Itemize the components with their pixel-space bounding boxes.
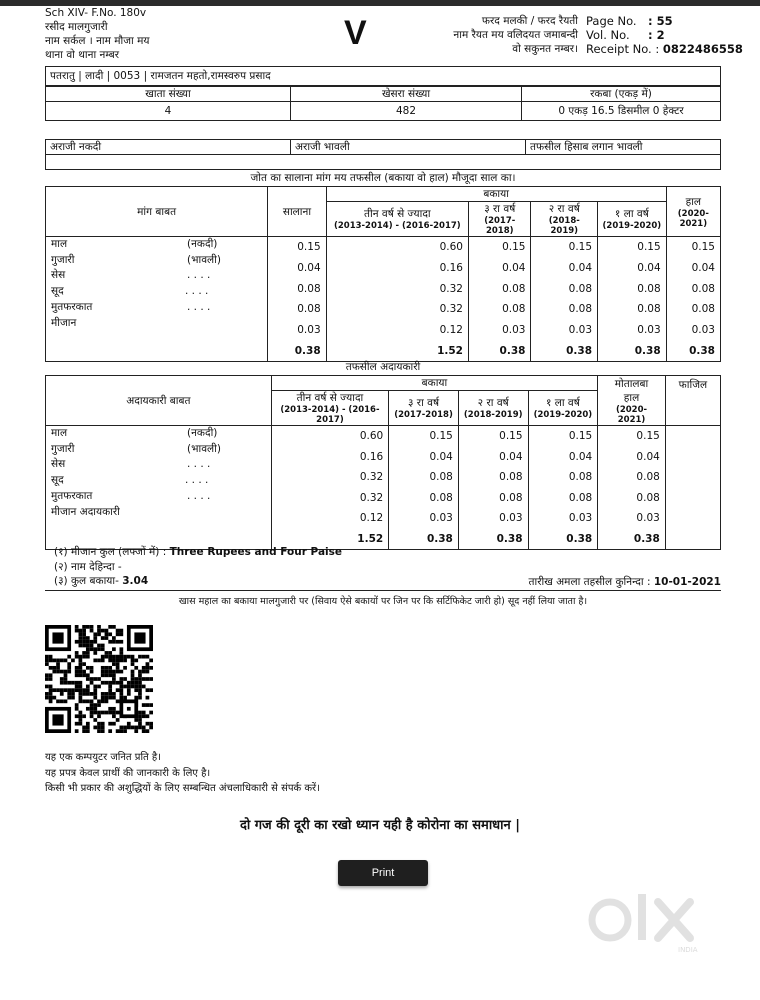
sub-col-year: (2013-2014) - (2016-2017): [280, 405, 380, 425]
receipt-type: रसीद मालगुजारी: [45, 21, 108, 33]
payment-cell: 0.08: [598, 488, 666, 509]
payment-cell: 0.08: [528, 488, 598, 509]
header-mid: [420, 14, 578, 56]
covid-slogan: दो गज की दूरी का रखो ध्यान यही है कोरोना का समाधान |: [239, 818, 521, 833]
demand-cell: 0.04: [469, 258, 531, 279]
demand-cell: 0.04: [598, 258, 667, 279]
payment-cell: 0.04: [458, 447, 528, 468]
header-left: [45, 6, 149, 62]
sub-col-label: २ रा वर्ष: [548, 203, 580, 215]
address-table: [45, 66, 721, 86]
row-label-mal: माल: [51, 427, 68, 439]
bakaya-header: बकाया: [326, 187, 666, 202]
row-dots: . . . .: [187, 300, 211, 313]
sub-col-year: (2013-2014) - (2016-2017): [333, 221, 461, 231]
pay-sub-col-1st: [528, 391, 598, 426]
land-table: [45, 86, 721, 121]
sub-col-label: तीन वर्ष से ज्यादा: [296, 392, 364, 404]
demand-cell: 0.15: [469, 237, 531, 258]
demand-cell: 0.16: [326, 258, 468, 279]
row-label-mutfarkat: मुतफरकात: [51, 489, 93, 502]
demand-cell: 0.32: [326, 278, 468, 299]
demand-cell: 0.60: [326, 237, 468, 258]
row-dots: . . . .: [185, 474, 209, 487]
total-in-words-label: (१) मीजान कुल (लफ्जों में) :: [54, 546, 167, 558]
summary-divider: [45, 590, 721, 591]
demand-row-labels: [46, 237, 268, 362]
demand-cell: 0.15: [666, 237, 720, 258]
arazi-table: [45, 139, 721, 170]
demand-cell: 0.08: [598, 299, 667, 320]
row-dots: . . . .: [187, 489, 211, 502]
row-label-mijan: मीजान: [51, 316, 77, 329]
demand-cell: 0.03: [531, 320, 598, 341]
thana-label: थाना वो थाना नम्बर: [45, 49, 120, 61]
sub-col-1st: [598, 202, 667, 237]
date-label: तारीख अमला तहसील कुनिन्दा :: [528, 576, 651, 588]
demand-cell: 0.04: [666, 258, 720, 279]
demand-cell: 0.08: [531, 278, 598, 299]
payment-row-labels: [46, 426, 272, 550]
payment-bakaya-header: बकाया: [271, 376, 598, 391]
payment-cell: 0.15: [389, 426, 459, 447]
demand-total: 0.38: [598, 340, 667, 361]
row-label-gujari: गुजारी: [51, 442, 75, 455]
sub-col-year: (2017-2018): [484, 216, 516, 236]
payment-cell: 0.15: [528, 426, 598, 447]
header-right: [586, 14, 743, 56]
payment-cell: 0.08: [389, 467, 459, 488]
payment-cell: 0.04: [528, 447, 598, 468]
qr-code-icon: [45, 625, 153, 733]
sakunat-label: वो सकुनत नम्बर।: [512, 43, 578, 55]
payment-total: 0.38: [598, 529, 666, 550]
payment-table: [45, 375, 721, 550]
demand-cell: 0.08: [268, 278, 326, 299]
motalba-label: मोतालबा: [614, 377, 649, 390]
sub-col-year: (2018-2019): [463, 410, 523, 420]
vol-value: : 2: [648, 28, 665, 42]
demand-cell: 0.32: [326, 299, 468, 320]
sub-col-2nd: [531, 202, 598, 237]
row-label-ses: सेस: [51, 269, 66, 282]
row-label-bhavli: (भावली): [187, 442, 221, 455]
motalba-year: (2020-2021): [615, 404, 648, 425]
footer-notes: [45, 750, 320, 797]
payment-total: 1.52: [271, 529, 389, 550]
arazi-bhavli: अराजी भावली: [291, 140, 526, 155]
demand-total: 0.38: [666, 340, 720, 361]
row-dots: . . . .: [187, 458, 211, 471]
payment-cell: 0.03: [389, 508, 459, 529]
demand-total: 0.38: [531, 340, 598, 361]
payment-cell: 0.08: [458, 488, 528, 509]
adaykari-header: अदायकारी बाबत: [46, 376, 272, 426]
olx-watermark-icon: [586, 886, 726, 956]
demand-cell: 0.12: [326, 320, 468, 341]
total-dues-value: 3.04: [122, 575, 149, 587]
demand-cell: 0.03: [268, 320, 326, 341]
payment-cell: 0.32: [271, 488, 389, 509]
demand-total: 0.38: [469, 340, 531, 361]
row-label-ses: सेस: [51, 458, 66, 471]
khesra-header: खेसरा संख्या: [291, 87, 522, 102]
page-value: : 55: [648, 14, 673, 28]
interest-notice: खास महाल का बकाया मालगुजारी पर (सिवाय ऐसे बकायों पर जिन पर कि सर्टिफिकेट जारी हो) सूद नहीं लिया जाता है।: [178, 596, 588, 607]
demand-cell: 0.08: [666, 299, 720, 320]
payment-cell: 0.08: [598, 467, 666, 488]
pay-sub-col-2nd: [458, 391, 528, 426]
date-value: 10-01-2021: [653, 576, 721, 588]
payment-cell: 0.60: [271, 426, 389, 447]
payment-title: तफसील अदायकारी: [345, 361, 421, 373]
summary-block: [54, 545, 342, 589]
demand-cell: 0.04: [531, 258, 598, 279]
payment-cell: 0.08: [389, 488, 459, 509]
payment-cell: 0.15: [598, 426, 666, 447]
khata-value: 4: [46, 102, 291, 121]
vol-label: Vol. No.: [586, 28, 630, 42]
row-label-nakdi: (नकदी): [187, 238, 218, 250]
mang-header: मांग बाबत: [46, 187, 268, 237]
sub-col-year: (2019-2020): [533, 410, 593, 420]
watermark-sub: INDIA: [678, 946, 698, 954]
row-label-sood: सूद: [51, 285, 64, 298]
demand-cell: 0.15: [598, 237, 667, 258]
total-dues-label: (३) कुल बकाया-: [54, 575, 119, 587]
payment-cell: 0.08: [458, 467, 528, 488]
sub-col-label: २ रा वर्ष: [477, 397, 509, 409]
demand-cell: 0.03: [666, 320, 720, 341]
sub-col-label: ३ रा वर्ष: [484, 203, 516, 215]
arazi-blank-row: [46, 155, 721, 170]
payment-cell: 0.08: [528, 467, 598, 488]
row-label-mijan-adaykari: मीजान अदायकारी: [51, 505, 120, 518]
demand-cell: 0.03: [469, 320, 531, 341]
row-label-mal: माल: [51, 238, 68, 250]
row-label-gujari: गुजारी: [51, 253, 75, 266]
rakba-header: रकबा (एकड़ में): [522, 87, 721, 102]
sub-col-year: (2017-2018): [394, 410, 453, 420]
receipt-value: 0822486558: [662, 42, 743, 56]
row-label-sood: सूद: [51, 474, 64, 487]
row-dots: . . . .: [185, 285, 209, 298]
payment-cell: 0.03: [528, 508, 598, 529]
sub-col-label: ३ रा वर्ष: [408, 397, 440, 409]
tafsil-hisab: तफसील हिसाब लगान भावली: [526, 140, 721, 155]
hal-header: [666, 187, 720, 237]
hal-year: (2020-2021): [677, 208, 709, 229]
demand-cell: 0.08: [531, 299, 598, 320]
row-dots: . . . .: [187, 269, 211, 282]
demand-cell: 0.08: [268, 299, 326, 320]
payment-cell: 0.04: [389, 447, 459, 468]
payment-cell: 0.04: [598, 447, 666, 468]
pay-sub-col-3rd: [389, 391, 459, 426]
info-only-note: यह प्रपत्र केवल प्राथीं की जानकारी के लिए है।: [45, 767, 211, 779]
form-letter: V: [344, 14, 367, 52]
demand-cell: 0.04: [268, 258, 326, 279]
fazil-column: [665, 426, 720, 550]
motalba-hal: हाल: [623, 391, 640, 404]
receipt-label: Receipt No. :: [586, 42, 660, 56]
contact-note: किसी भी प्रकार की अशुद्धियों के लिए सम्बन्धित अंचलाधिकारी से संपर्क करें।: [45, 783, 320, 794]
date-block: [529, 575, 722, 589]
sub-col-3plus: [326, 202, 468, 237]
rakba-value: 0 एकड़ 16.5 डिसमील 0 हेक्टर: [522, 102, 721, 121]
payment-cell: 0.03: [458, 508, 528, 529]
payment-cell: 0.03: [598, 508, 666, 529]
demand-cell: 0.08: [666, 278, 720, 299]
sub-col-year: (2019-2020): [602, 221, 662, 231]
demand-total: 1.52: [326, 340, 468, 361]
arazi-nakdi: अराजी नकदी: [46, 140, 291, 155]
schedule-number: Sch XIV- F.No. 180v: [45, 7, 147, 19]
payment-total: 0.38: [458, 529, 528, 550]
demand-cell: 0.08: [598, 278, 667, 299]
salana-header: सालाना: [268, 187, 326, 237]
address-line: पतरातु | लादी | 0053 | रामजतन महतो,रामस्वरुप प्रसाद: [46, 67, 721, 86]
sub-col-label: तीन वर्ष से ज्यादा: [363, 208, 431, 220]
fazil-header: फाजिल: [665, 376, 720, 426]
sub-col-3rd: [469, 202, 531, 237]
demand-cell: 0.03: [598, 320, 667, 341]
row-label-nakdi: (नकदी): [187, 427, 218, 439]
computer-generated-note: यह एक कम्पयुटर जनित प्रति है।: [45, 752, 162, 763]
payment-cell: 0.12: [271, 508, 389, 529]
hal-label: हाल: [685, 195, 702, 208]
demand-cell: 0.15: [531, 237, 598, 258]
demand-table: [45, 186, 721, 362]
sub-col-label: १ ला वर्ष: [545, 397, 580, 409]
demand-cell: 0.15: [268, 237, 326, 258]
farad-label: फरद मलकी / फरद रैयती: [481, 15, 578, 27]
pay-sub-col-3plus: [271, 391, 389, 426]
demand-title: जोत का सालाना मांग मय तफसील (बकाया वो हाल) मौजूदा साल का।: [250, 172, 516, 184]
total-in-words-value: Three Rupees and Four Paise: [169, 546, 343, 558]
circle-label: नाम सर्कल । नाम मौजा मय: [45, 35, 150, 47]
motalba-header: [598, 376, 666, 426]
row-label-bhavli: (भावली): [187, 253, 221, 266]
sub-col-year: (2018-2019): [548, 216, 580, 236]
raiyat-label: नाम रैयत मय वलिदयत जमाबन्दी: [453, 29, 578, 41]
payment-total: 0.38: [528, 529, 598, 550]
payment-total: 0.38: [389, 529, 459, 550]
payer-name-label: (२) नाम देहिन्दा -: [54, 560, 122, 573]
print-button[interactable]: Print: [338, 860, 428, 886]
sub-col-label: १ ला वर्ष: [614, 208, 649, 220]
khesra-value: 482: [291, 102, 522, 121]
page-label: Page No.: [586, 14, 637, 28]
payment-cell: 0.15: [458, 426, 528, 447]
payment-cell: 0.16: [271, 447, 389, 468]
demand-cell: 0.08: [469, 278, 531, 299]
khata-header: खाता संख्या: [46, 87, 291, 102]
demand-cell: 0.08: [469, 299, 531, 320]
payment-cell: 0.32: [271, 467, 389, 488]
demand-total: 0.38: [268, 340, 326, 361]
row-label-mutfarkat: मुतफरकात: [51, 300, 93, 313]
